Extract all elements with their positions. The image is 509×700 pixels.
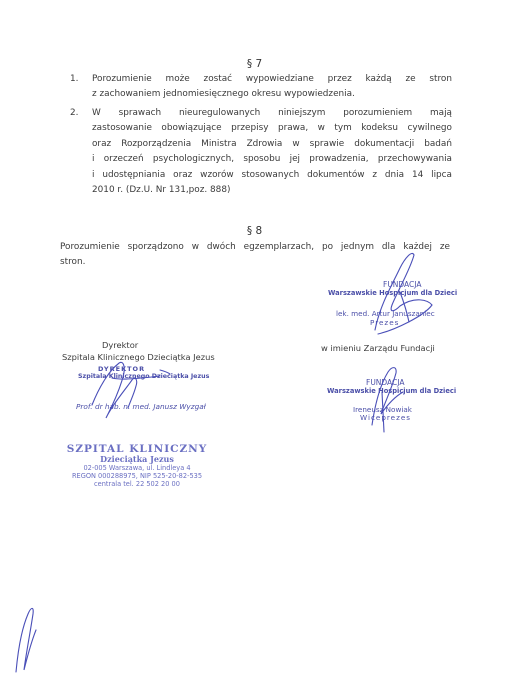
left-stamp-name: Prof. dr hab. n. med. Janusz Wyzgał <box>76 402 206 411</box>
left-signature-tick <box>160 370 170 374</box>
text-line: Porozumienie sporządzono w dwóch egzemplarzach, po jednym dla każdej ze <box>60 242 450 252</box>
right-top-stamp-name: lek. med. Artur Januszaniec <box>336 309 435 318</box>
right-bottom-stamp-title: Wiceprezes <box>360 413 412 422</box>
text-line: Porozumienie może zostać wypowiedziane przez każdą ze stron <box>92 74 452 84</box>
left-institution-label: Szpitala Klinicznego Dzieciątka Jezus <box>62 352 215 362</box>
item-number: 2. <box>70 108 79 118</box>
hospital-stamp-phone: centrala tel. 22 502 20 00 <box>94 480 180 488</box>
text-line: oraz Rozporządzenia Ministra Zdrowia w sprawie dokumentacji badań <box>92 138 452 149</box>
hospital-stamp-name: SZPITAL KLINICZNY <box>66 443 208 455</box>
right-bottom-stamp-org: FUNDACJA <box>366 378 405 387</box>
left-signature-stroke <box>112 376 160 379</box>
left-stamp-title: DYREKTOR <box>98 365 146 373</box>
hospital-stamp-ids: REGON 000288975, NIP 525-20-82-535 <box>71 472 203 480</box>
hospital-stamp-subname: Dzieciątka Jezus <box>100 454 174 464</box>
text-line: i udostępniania oraz wzorów stosowanych dokumentów z dnia 14 lipca <box>92 169 452 180</box>
text-line: z zachowaniem jednomiesięcznego okresu wypowiedzenia. <box>92 89 355 100</box>
paraph-signature <box>16 608 36 672</box>
item-number: 1. <box>70 74 79 84</box>
left-signature <box>92 362 137 418</box>
right-bottom-stamp-name: Ireneusz Nowiak <box>353 405 412 414</box>
section-8-heading: § 8 <box>246 225 263 237</box>
right-top-stamp-org-full: Warszawskie Hospicjum dla Dzieci <box>328 289 458 297</box>
right-top-signature-stroke <box>400 292 409 322</box>
right-representation-label: w imieniu Zarządu Fundacji <box>321 343 435 353</box>
section-7-heading: § 7 <box>246 58 263 70</box>
right-top-stamp-title: Prezes <box>370 318 400 327</box>
right-bottom-stamp-org-full: Warszawskie Hospicjum dla Dzieci <box>327 387 457 395</box>
text-line: 2010 r. (Dz.U. Nr 131,poz. 888) <box>92 185 231 196</box>
text-line: W sprawach nieuregulowanych niniejszym porozumieniem mają <box>92 108 452 118</box>
left-stamp-institution: Szpitala Klinicznego Dzieciątka Jezus <box>78 373 210 380</box>
right-top-signature <box>375 253 432 334</box>
text-line: zastosowanie obowiązujące przepisy prawa, w tym kodeksu cywilnego <box>92 123 452 134</box>
right-top-stamp-org: FUNDACJA <box>383 280 422 289</box>
text-line: stron. <box>60 257 86 268</box>
text-line: i orzeczeń psychologicznych, sposobu jej prowadzenia, przechowywania <box>92 154 452 165</box>
hospital-stamp-address: 02-005 Warszawa, ul. Lindleya 4 <box>83 464 191 472</box>
left-role-label: Dyrektor <box>102 340 139 350</box>
right-bottom-signature <box>372 368 403 425</box>
